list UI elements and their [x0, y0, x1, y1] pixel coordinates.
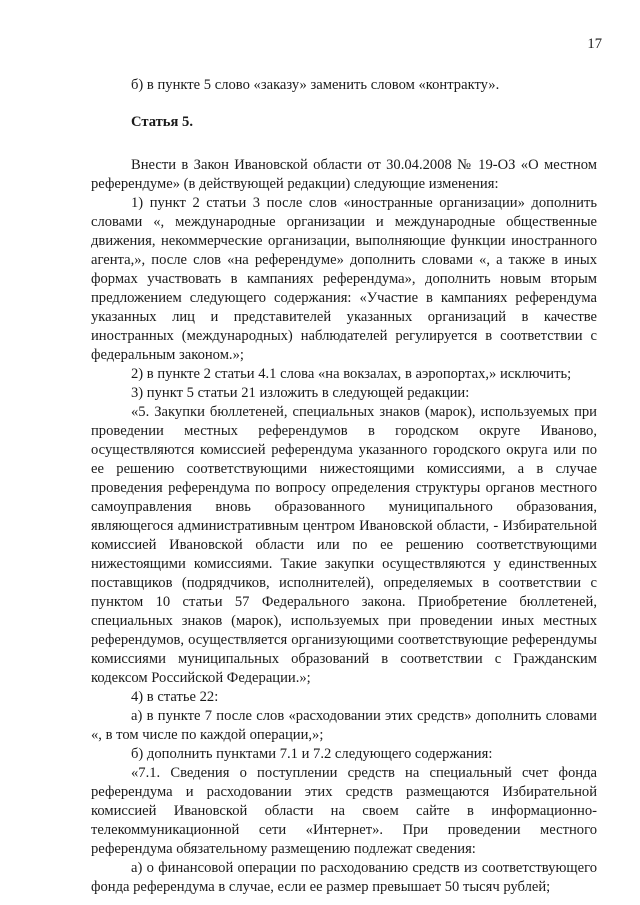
- paragraph: а) о финансовой операции по расходованию средств из соответствующего фонда референдума в случае, если ее размер превышает 50 тысяч рублей;: [91, 860, 597, 895]
- article-heading: Статья 5.: [131, 114, 193, 130]
- document-body: [91, 76, 597, 897]
- page-number: 17: [587, 36, 602, 52]
- paragraph: «5. Закупки бюллетеней, специальных знаков (марок), используемых при проведении местных референдумов в городском округе Иваново, осуществляются комиссией референдума указанного городского округа или по ее решению соответствующими нижестоящими комиссиями, а в случае проведения референдума по вопросу определения структуры органов местного самоуправления вновь образованного муниципального образования, являющегося административным центром Ивановской области, - Избирательной комиссией Ивановской области или по ее решению соответствующими нижестоящими комиссиями. Такие закупки осуществляются у единственных поставщиков (подрядчиков, исполнителей), определяемых в соответствии с пунктом 10 статьи 57 Федерального закона. Приобретение бюллетеней, специальных знаков (марок), используемых при проведении иных местных референдумов, осуществляется организующими соответствующие референдумы комиссиями муниципальных образований в соответствии с Гражданским кодексом Российской Федерации.»;: [91, 404, 597, 686]
- paragraph: 1) пункт 2 статьи 3 после слов «иностранные организации» дополнить словами «, международные организации и международные общественные движения, некоммерческие организации, выполняющие функции иностранного агента,», после слов «на референдуме» дополнить словами «, а также в иных формах участвовать в кампаниях референдума», дополнить новым вторым предложением следующего содержания: «Участие в кампаниях референдума указанных лиц и представителей указанных организаций в качестве иностранных (международных) наблюдателей регулируется в соответствии с федеральным законом.»;: [91, 195, 597, 363]
- paragraph: 2) в пункте 2 статьи 4.1 слова «на вокзалах, в аэропортах,» исключить;: [131, 366, 572, 382]
- paragraph: 4) в статье 22:: [131, 689, 219, 705]
- paragraph: «7.1. Сведения о поступлении средств на специальный счет фонда референдума и расходовании этих средств размещаются Избирательной комиссией Ивановской области на своем сайте в информационно-телекоммуникационной сети «Интернет». При проведении местного референдума обязательному размещению подлежат сведения:: [91, 765, 597, 857]
- paragraph: а) в пункте 7 после слов «расходовании этих средств» дополнить словами «, в том числе по каждой операции,»;: [91, 708, 597, 743]
- paragraph: б) дополнить пунктами 7.1 и 7.2 следующего содержания:: [131, 746, 493, 762]
- paragraph: 3) пункт 5 статьи 21 изложить в следующей редакции:: [131, 385, 470, 401]
- paragraph: Внести в Закон Ивановской области от 30.04.2008 № 19-ОЗ «О местном референдуме» (в действующей редакции) следующие изменения:: [91, 157, 597, 192]
- amendment-line: б) в пункте 5 слово «заказу» заменить словом «контракту».: [131, 77, 500, 93]
